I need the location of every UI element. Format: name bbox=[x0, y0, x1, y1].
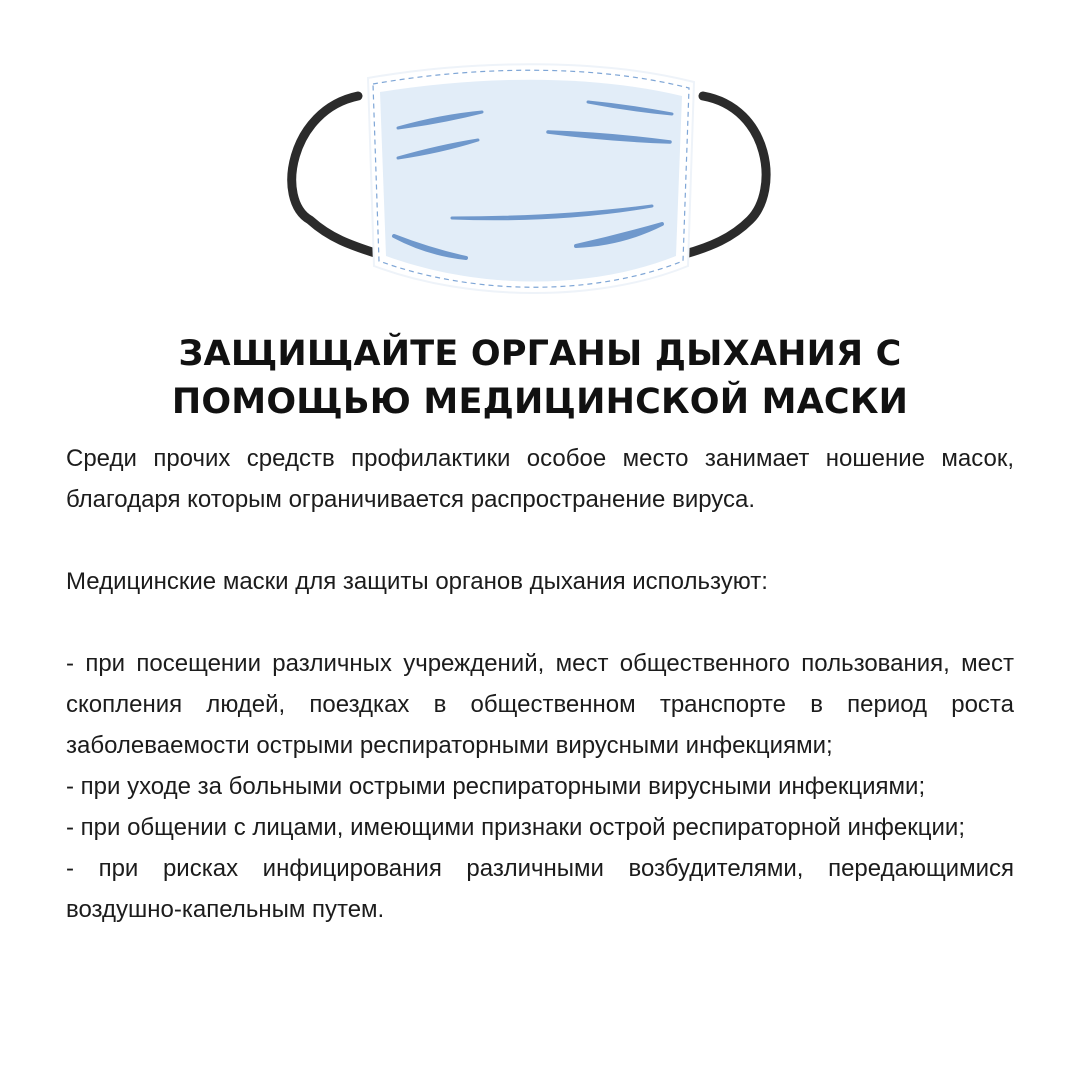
page-title: ЗАЩИЩАЙТЕ ОРГАНЫ ДЫХАНИЯ С ПОМОЩЬЮ МЕДИЦИНСКОЙ МАСКИ bbox=[171, 334, 909, 422]
list-item: - при уходе за больными острыми респираторными вирусными инфекциями; bbox=[66, 773, 926, 800]
intro-paragraph: Среди прочих средств профилактики особое место занимает ношение масок, благодаря которым ограничивается распространение вируса. bbox=[66, 445, 1014, 513]
left-ear-loop bbox=[292, 96, 378, 254]
list-item: - при рисках инфицирования различными возбудителями, передающимися воздушно-капельным путем. bbox=[66, 855, 1014, 923]
right-ear-loop bbox=[685, 96, 766, 254]
list-item: - при общении с лицами, имеющими признаки острой респираторной инфекции; bbox=[66, 814, 966, 841]
paragraph-spacer bbox=[66, 602, 1014, 643]
list-heading: Медицинские маски для защиты органов дыхания используют: bbox=[66, 568, 768, 595]
paragraph-spacer bbox=[66, 520, 1014, 561]
body-text bbox=[66, 438, 1014, 930]
list-item: - при посещении различных учреждений, мест общественного пользования, мест скопления людей, поездках в общественном транспорте в период роста заболеваемости острыми респираторными вирусными инфекциями; bbox=[66, 650, 1014, 759]
medical-mask-icon bbox=[270, 40, 810, 310]
